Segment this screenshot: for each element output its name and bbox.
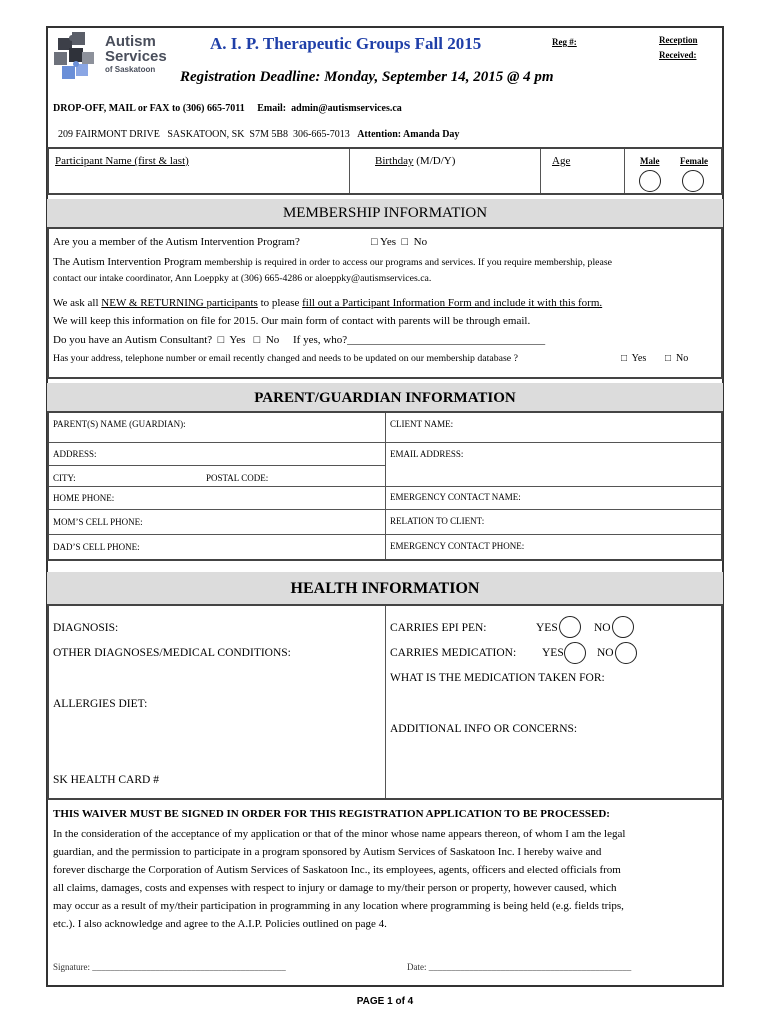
epi-pen-label: CARRIES EPI PEN:: [390, 622, 487, 634]
member-yes-no[interactable]: □ Yes □ No: [371, 236, 428, 248]
membership-info: The Autism Intervention Program membership is required in order to access our programs and services. If you require membership, please: [53, 256, 613, 268]
health-heading: HEALTH INFORMATION: [47, 572, 723, 606]
client-name-field[interactable]: CLIENT NAME:: [390, 419, 454, 429]
waiver-text: [53, 825, 717, 933]
reg-number-label: Reg #:: [552, 37, 577, 47]
changed-no[interactable]: □ No: [665, 353, 689, 364]
attention-line: Attention: Amanda Day: [357, 129, 460, 140]
email-field[interactable]: EMAIL ADDRESS:: [390, 449, 464, 459]
logo-text-autism: Autism: [105, 33, 156, 50]
participant-name-field[interactable]: Participant Name (first & last): [55, 155, 189, 167]
waiver-line: In the consideration of the acceptance of my application or that of the minor whose name appears thereon, of whom I am the legal: [53, 828, 626, 840]
female-radio[interactable]: [682, 170, 704, 192]
med-no-label: NO: [597, 647, 614, 659]
female-label: Female: [680, 156, 708, 166]
received-label: Received:: [659, 50, 697, 60]
waiver-line: guardian, and the permission to participate in a program sponsored by Autism Services of Saskatoon Inc. I hereby waive and: [53, 846, 602, 858]
additional-info-field[interactable]: ADDITIONAL INFO OR CONCERNS:: [390, 723, 578, 735]
logo: [52, 30, 182, 82]
epi-no-label: NO: [594, 622, 611, 634]
emergency-phone-field[interactable]: EMERGENCY CONTACT PHONE:: [390, 541, 525, 551]
birthday-label: Birthday: [375, 155, 414, 167]
parents-name-field[interactable]: PARENT(S) NAME (GUARDIAN):: [53, 419, 186, 429]
waiver-heading: THIS WAIVER MUST BE SIGNED IN ORDER FOR THIS REGISTRATION APPLICATION TO BE PROCESSED:: [53, 808, 610, 820]
city-field[interactable]: CITY:: [53, 473, 76, 483]
medication-label: CARRIES MEDICATION:: [390, 647, 517, 659]
consultant-question[interactable]: Do you have an Autism Consultant? □ Yes □ No If yes, who?____________________________________: [53, 334, 546, 346]
waiver-line: all claims, damages, costs and expenses with respect to injury or damage to my/their person or property, however caused, which: [53, 882, 617, 894]
signature-field[interactable]: Signature: ___________________________________________: [53, 962, 286, 972]
waiver-line: may occur as a result of my/their participation in programming in any location where programming is being held (e.g. fields trips,: [53, 900, 624, 912]
epi-yes-radio[interactable]: [559, 616, 581, 638]
registration-deadline: Registration Deadline: Monday, September 14, 2015 @ 4 pm: [180, 69, 554, 85]
puzzle-logo-icon: [52, 30, 104, 82]
epi-yes-label: YES: [536, 622, 558, 634]
birthday-format: (M/D/Y): [416, 155, 456, 167]
reception-label: Reception: [659, 35, 698, 45]
allergies-field[interactable]: ALLERGIES DIET:: [53, 698, 148, 710]
dad-cell-field[interactable]: DAD’S CELL PHONE:: [53, 542, 140, 552]
mom-cell-field[interactable]: MOM’S CELL PHONE:: [53, 517, 143, 527]
office-address: 209 FAIRMONT DRIVE SASKATOON, SK S7M 5B8 306-665-7013: [58, 129, 350, 140]
changed-yes[interactable]: □ Yes: [621, 353, 647, 364]
page-number: PAGE 1 of 4: [356, 996, 414, 1007]
diagnosis-field[interactable]: DIAGNOSIS:: [53, 622, 119, 634]
member-question: Are you a member of the Autism Intervention Program?: [53, 236, 300, 248]
emergency-contact-name-field[interactable]: EMERGENCY CONTACT NAME:: [390, 492, 521, 502]
med-no-radio[interactable]: [615, 642, 637, 664]
logo-text-saskatoon: of Saskatoon: [105, 65, 156, 74]
med-yes-radio[interactable]: [564, 642, 586, 664]
intake-contact: contact our intake coordinator, Ann Loeppky at (306) 665-4286 or aloeppky@autismservices.ca.: [53, 273, 432, 284]
birthday-field[interactable]: [375, 155, 455, 167]
age-field[interactable]: Age: [552, 155, 571, 167]
relation-field[interactable]: RELATION TO CLIENT:: [390, 516, 485, 526]
parent-heading: PARENT/GUARDIAN INFORMATION: [47, 383, 723, 413]
health-card-field[interactable]: SK HEALTH CARD #: [53, 774, 159, 786]
waiver-line: etc.). I also acknowledge and agree to the A.I.P. Policies outlined on page 4.: [53, 918, 387, 930]
changed-info-question: Has your address, telephone number or email recently changed and needs to be updated on our membership database ?: [53, 353, 518, 364]
logo-text-services: Services: [105, 48, 167, 65]
epi-no-radio[interactable]: [612, 616, 634, 638]
med-yes-label: YES: [542, 647, 564, 659]
home-phone-field[interactable]: HOME PHONE:: [53, 493, 115, 503]
form-title: A. I. P. Therapeutic Groups Fall 2015: [210, 34, 482, 53]
new-returning-note: We ask all NEW & RETURNING participants to please fill out a Participant Information Form and include it with this form.: [53, 297, 603, 309]
male-label: Male: [640, 156, 660, 166]
male-radio[interactable]: [639, 170, 661, 192]
waiver-line: forever discharge the Corporation of Autism Services of Saskatoon Inc., its employees, agents, officers and elected officials from: [53, 864, 621, 876]
address-field[interactable]: ADDRESS:: [53, 449, 97, 459]
date-field[interactable]: Date: _____________________________________________: [407, 962, 632, 972]
medication-taken-field[interactable]: WHAT IS THE MEDICATION TAKEN FOR:: [390, 672, 605, 684]
other-diagnoses-field[interactable]: OTHER DIAGNOSES/MEDICAL CONDITIONS:: [53, 647, 291, 659]
membership-heading: MEMBERSHIP INFORMATION: [47, 199, 723, 229]
dropoff-contact: DROP-OFF, MAIL or FAX to (306) 665-7011 Email: admin@autismservices.ca: [53, 103, 402, 114]
keep-on-file-note: We will keep this information on file for 2015. Our main form of contact with parents will be through email.: [53, 315, 531, 327]
postal-code-field[interactable]: POSTAL CODE:: [206, 473, 269, 483]
address-contact: [53, 118, 459, 140]
